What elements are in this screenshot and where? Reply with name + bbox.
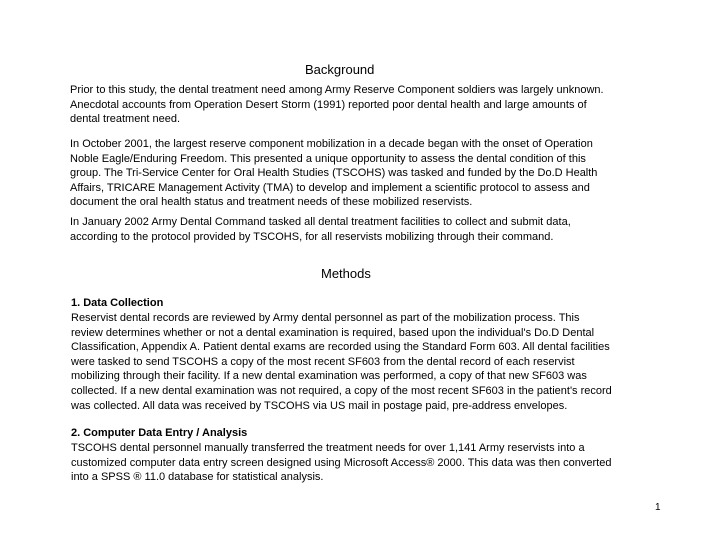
text-line: customized computer data entry screen designed using Microsoft Access® 2000. This data was then converted [71, 456, 612, 469]
text-line: document the oral health status and treatment needs of these mobilized reservists. [70, 196, 473, 209]
text-line: group. The Tri-Service Center for Oral Health Studies (TSCOHS) was tasked and funded by the Do.D Health [70, 167, 598, 180]
data-collection-paragraph [71, 311, 711, 413]
data-collection-title: 1. Data Collection [71, 297, 164, 309]
text-line: Affairs, TRICARE Management Activity (TMA) to develop and implement a scientific protocol to assess and [70, 181, 590, 194]
text-line: was collected. All data was received by TSCOHS via US mail in postage paid, pre-address envelopes. [71, 399, 568, 412]
background-paragraph-2 [70, 137, 710, 210]
text-line: TSCOHS dental personnel manually transferred the treatment needs for over 1,141 Army reservists into a [71, 442, 585, 454]
text-line: collected. If a new dental examination was not required, a copy of the most recent SF603 in the patient's record [71, 384, 612, 397]
text-line: mobilizing through their facility. If a new dental examination was performed, a copy of that new SF603 was [71, 370, 587, 383]
text-line: according to the protocol provided by TSCOHS, for all reservists mobilizing through their command. [70, 230, 554, 243]
background-paragraph-3 [70, 215, 710, 244]
methods-heading: Methods [321, 266, 371, 281]
text-line: dental treatment need. [70, 113, 181, 126]
text-line: Prior to this study, the dental treatment need among Army Reserve Component soldiers was largely unknown. [70, 84, 604, 96]
text-line: Anecdotal accounts from Operation Desert Storm (1991) reported poor dental health and large amounts of [70, 98, 587, 111]
text-line: Classification, Appendix A. Patient dental exams are recorded using the Standard Form 603. All dental facilities [71, 341, 610, 354]
text-line: review determines whether or not a dental examination is required, based upon the individual's Do.D Dental [71, 326, 595, 339]
page-number: 1 [655, 502, 661, 513]
data-entry-paragraph [71, 441, 711, 485]
data-entry-title: 2. Computer Data Entry / Analysis [71, 427, 248, 439]
text-line: Reservist dental records are reviewed by Army dental personnel as part of the mobilization process. This [71, 312, 580, 324]
background-paragraph-1 [70, 83, 710, 127]
background-heading: Background [305, 62, 375, 77]
text-line: into a SPSS ® 11.0 database for statistical analysis. [71, 471, 324, 484]
text-line: were tasked to send TSCOHS a copy of the most recent SF603 from the dental record of each reservist [71, 355, 575, 368]
text-line: Noble Eagle/Enduring Freedom. This presented a unique opportunity to assess the dental condition of this [70, 152, 586, 165]
text-line: In October 2001, the largest reserve component mobilization in a decade began with the onset of Operation [70, 138, 593, 150]
text-line: In January 2002 Army Dental Command tasked all dental treatment facilities to collect and submit data, [70, 216, 571, 228]
